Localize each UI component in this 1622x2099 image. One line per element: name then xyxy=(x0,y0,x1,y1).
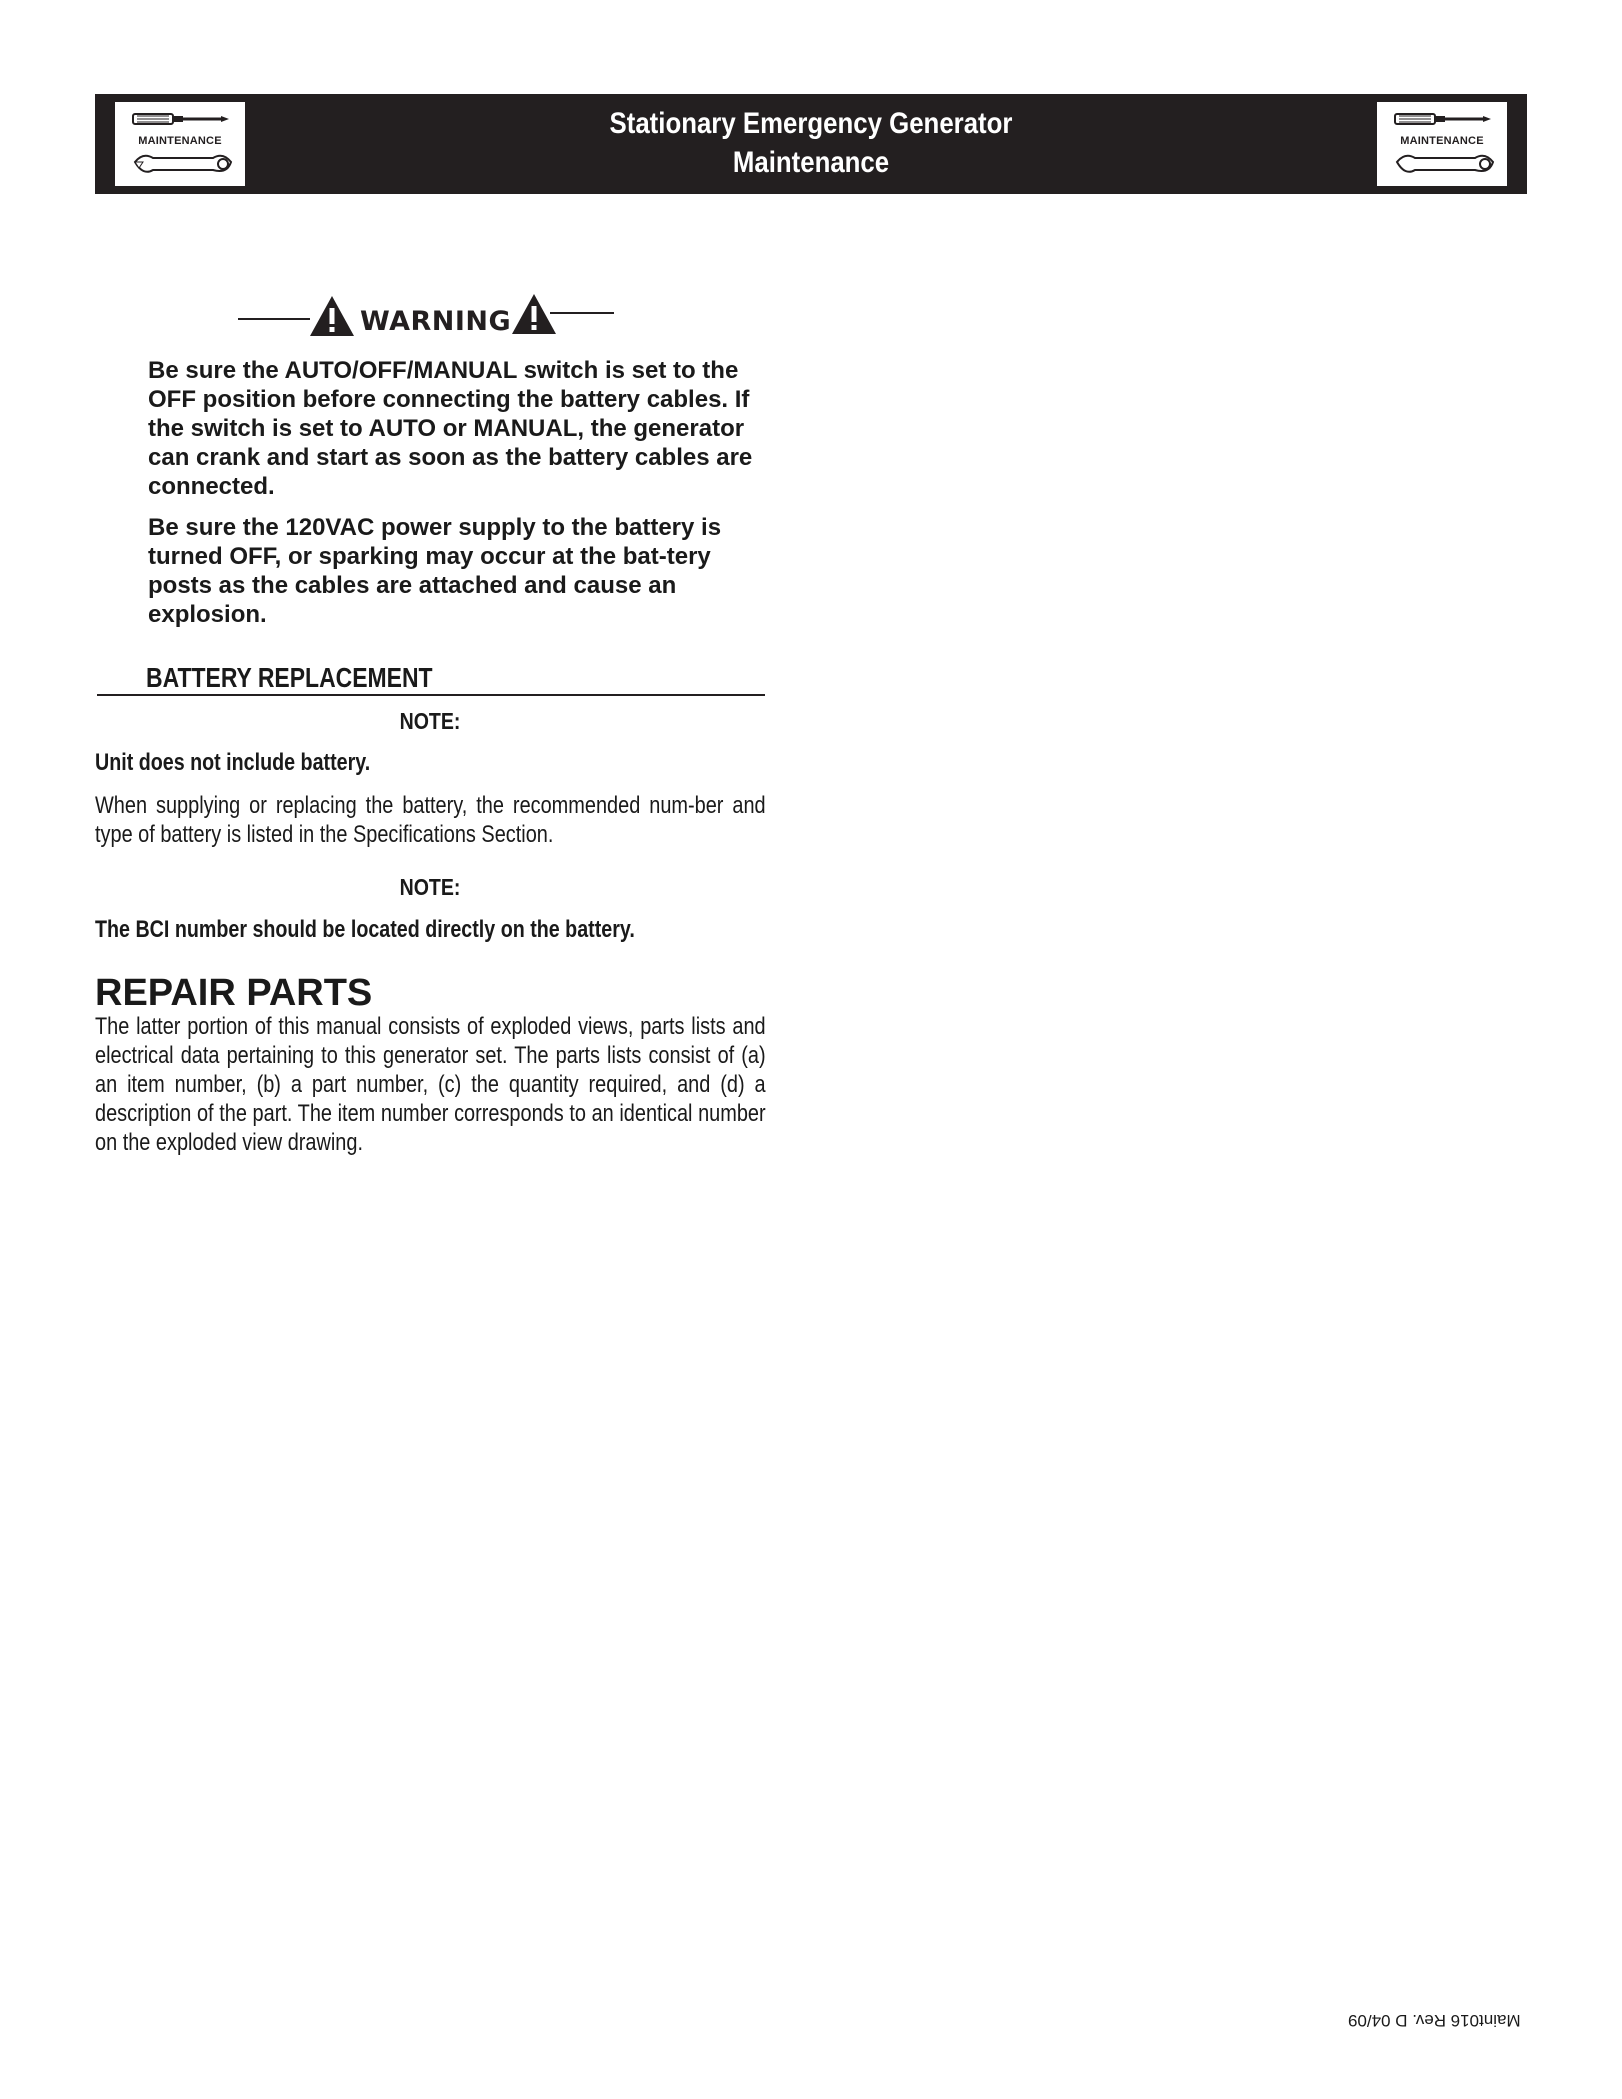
warning-triangle-icon xyxy=(308,294,356,338)
title-line-2: Maintenance xyxy=(732,146,890,179)
title-line-1: Stationary Emergency Generator xyxy=(609,107,1013,140)
header-bar xyxy=(95,94,1527,194)
page-title xyxy=(195,104,1427,182)
warning-paragraph-2: Be sure the 120VAC power supply to the battery is turned OFF, or sparking may occur at the bat-tery posts as the cables are attached and cause an explosion. xyxy=(148,514,722,628)
section-heading-repair-parts: REPAIR PARTS xyxy=(95,972,373,1014)
badge-label: MAINTENANCE xyxy=(1400,135,1484,147)
badge-label: MAINTENANCE xyxy=(138,135,222,147)
warning-label: WARNING xyxy=(360,306,512,337)
section-heading-battery-replacement: BATTERY REPLACEMENT xyxy=(146,662,433,693)
battery-body-text: When supplying or replacing the battery, the recommended num-ber and type of battery is listed in the Specifications Section. xyxy=(95,792,766,848)
warning-rule-left xyxy=(238,318,310,320)
warning-paragraph-1: Be sure the AUTO/OFF/MANUAL switch is set to the OFF position before connecting the battery cables. If the switch is set to AUTO or MANUAL, the generator can crank and start as soon as the battery cables are connected. xyxy=(148,357,753,500)
note-label: NOTE: xyxy=(399,708,461,734)
repair-parts-body-text: The latter portion of this manual consists of exploded views, parts lists and electrical data pertaining to this generator set. The parts lists consist of (a) an item number, (b) a part number, (c) the quantity required, and (d) a description of the part. The item number corresponds to an identical number on the exploded view drawing. xyxy=(95,1013,766,1156)
warning-banner xyxy=(238,292,628,348)
note-text: Unit does not include battery. xyxy=(95,749,371,776)
maintenance-badge-right xyxy=(1377,102,1507,186)
note-label: NOTE: xyxy=(399,874,461,900)
note-text: The BCI number should be located directly on the battery. xyxy=(95,916,635,943)
section-divider xyxy=(97,694,765,696)
document-code: Maint016 Rev. D 04/09 xyxy=(1348,2011,1521,2030)
warning-rule-right xyxy=(550,312,614,314)
warning-triangle-icon xyxy=(510,292,558,336)
